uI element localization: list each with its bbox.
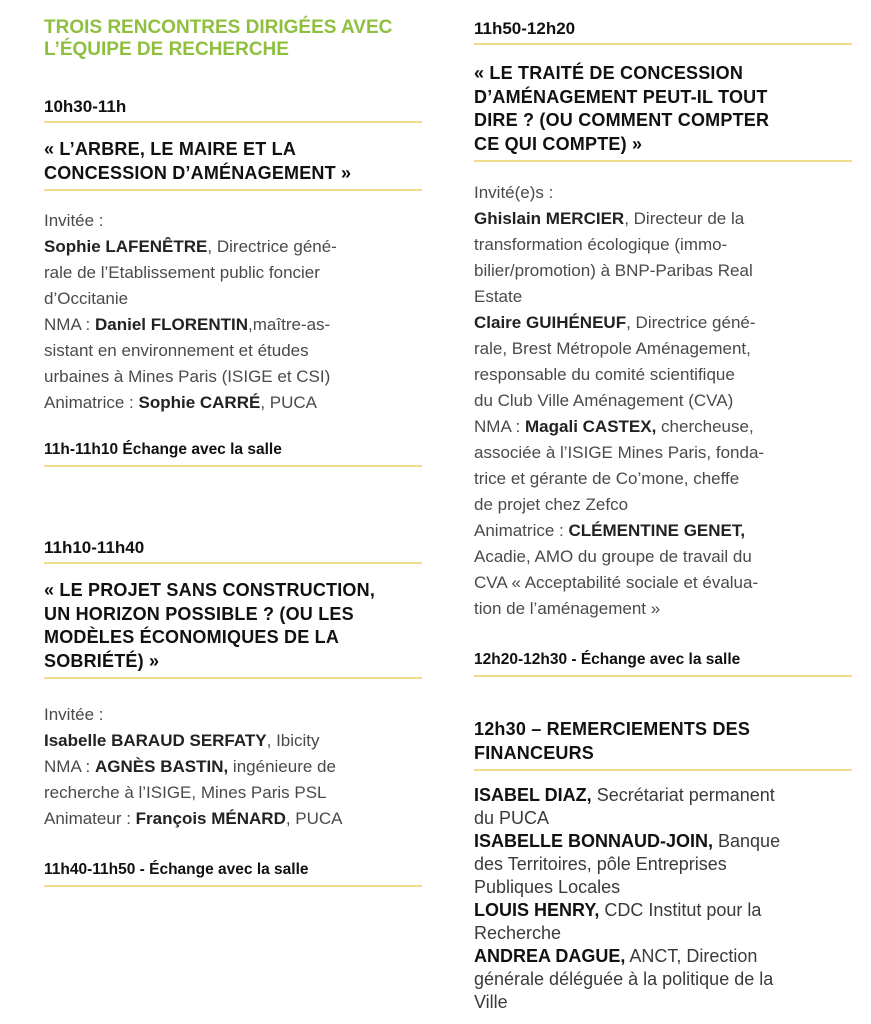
session3-participants bbox=[474, 180, 852, 622]
guest-entry bbox=[474, 206, 852, 232]
animator-desc-line: tion de l’aménagement » bbox=[474, 599, 661, 618]
session1-title-line2: CONCESSION D’AMÉNAGEMENT » bbox=[44, 162, 352, 183]
session3-exchange: 12h20-12h30 - Échange avec la salle bbox=[474, 650, 852, 677]
nma-name: Daniel FLORENTIN bbox=[95, 315, 249, 334]
nma-entry bbox=[44, 312, 422, 338]
guest-entry bbox=[474, 310, 852, 336]
funder-desc: Secrétariat permanent bbox=[591, 785, 775, 805]
guest-desc: , Ibicity bbox=[266, 731, 320, 750]
funder-desc-line: du PUCA bbox=[474, 808, 550, 828]
guest-label: Invité(e)s : bbox=[474, 183, 554, 202]
session1-title bbox=[44, 138, 422, 191]
funder-name: ISABEL DIAZ, bbox=[474, 785, 592, 805]
animator-name: François MÉNARD bbox=[135, 809, 286, 828]
session3-time: 11h50-12h20 bbox=[474, 19, 852, 45]
animator-desc: , PUCA bbox=[285, 809, 343, 828]
session1-time: 10h30-11h bbox=[44, 97, 422, 123]
section-heading bbox=[44, 17, 464, 61]
funder-name: ANDREA DAGUE, bbox=[474, 946, 626, 966]
session3-title-line2: D’AMÉNAGEMENT PEUT-IL TOUT bbox=[474, 86, 768, 107]
session1-title-line1: « L’ARBRE, LE MAIRE ET LA bbox=[44, 139, 297, 159]
guest-name: Ghislain MERCIER bbox=[474, 209, 625, 228]
session2-title-line1: « LE PROJET SANS CONSTRUCTION, bbox=[44, 580, 376, 600]
thanks-title bbox=[474, 718, 852, 771]
session3-title-line4: CE QUI COMPTE) » bbox=[474, 133, 643, 154]
nma-desc-line: associée à l’ISIGE Mines Paris, fonda- bbox=[474, 443, 765, 462]
session2-title bbox=[44, 579, 422, 679]
guest-desc-line: du Club Ville Aménagement (CVA) bbox=[474, 391, 734, 410]
session3-title bbox=[474, 62, 852, 162]
guest-desc-line: responsable du comité scientifique bbox=[474, 365, 735, 384]
nma-desc-line: sistant en environnement et études bbox=[44, 341, 309, 360]
session2-title-line3: MODÈLES ÉCONOMIQUES DE LA bbox=[44, 627, 340, 647]
session3-title-line1: « LE TRAITÉ DE CONCESSION bbox=[474, 63, 744, 83]
animator-desc-line: CVA « Acceptabilité sociale et évalua- bbox=[474, 573, 759, 592]
nma-desc: chercheuse, bbox=[656, 417, 754, 436]
nma-name: AGNÈS BASTIN, bbox=[95, 757, 229, 776]
nma-label: NMA : bbox=[44, 315, 96, 334]
funder-desc-line: générale déléguée à la politique de la bbox=[474, 969, 774, 989]
funder-desc-line: Recherche bbox=[474, 923, 562, 943]
nma-desc-line: de projet chez Zefco bbox=[474, 495, 629, 514]
guest-desc: , Directrice géné- bbox=[626, 313, 756, 332]
animator-label: Animatrice : bbox=[474, 521, 569, 540]
funder-desc-line: Publiques Locales bbox=[474, 877, 621, 897]
session1-participants bbox=[44, 208, 422, 416]
guest-name: Isabelle BARAUD SERFATY bbox=[44, 731, 267, 750]
funder-desc-line: Ville bbox=[474, 992, 508, 1012]
funders-list bbox=[474, 784, 852, 1014]
nma-desc: ,maître-as- bbox=[248, 315, 331, 334]
animator-entry bbox=[474, 518, 852, 544]
session3-title-line3: DIRE ? (OU COMMENT COMPTER bbox=[474, 110, 770, 130]
funder-desc: CDC Institut pour la bbox=[599, 900, 762, 920]
session2-title-line4: SOBRIÉTÉ) » bbox=[44, 650, 160, 671]
funder-desc: Banque bbox=[713, 831, 781, 851]
animator-entry bbox=[44, 390, 422, 416]
animator-name: CLÉMENTINE GENET, bbox=[568, 521, 746, 540]
nma-entry bbox=[474, 414, 852, 440]
guest-desc-line: transformation écologique (immo- bbox=[474, 235, 728, 254]
guest-desc-line: Estate bbox=[474, 287, 523, 306]
animator-label: Animateur : bbox=[44, 809, 136, 828]
guest-desc-line: bilier/promotion) à BNP-Paribas Real bbox=[474, 261, 753, 280]
guest-entry bbox=[44, 234, 422, 260]
funder-entry bbox=[474, 945, 852, 968]
nma-name: Magali CASTEX, bbox=[525, 417, 657, 436]
session2-title-line2: UN HORIZON POSSIBLE ? (OU LES bbox=[44, 603, 354, 624]
funder-name: ISABELLE BONNAUD-JOIN, bbox=[474, 831, 714, 851]
nma-desc-line: recherche à l’ISIGE, Mines Paris PSL bbox=[44, 783, 327, 802]
animator-desc: , PUCA bbox=[260, 393, 318, 412]
funder-desc-line: des Territoires, pôle Entreprises bbox=[474, 854, 727, 874]
guest-desc: , Directeur de la bbox=[624, 209, 745, 228]
animator-entry bbox=[44, 806, 422, 832]
animator-name: Sophie CARRÉ bbox=[138, 393, 261, 412]
nma-entry bbox=[44, 754, 422, 780]
funder-entry bbox=[474, 830, 852, 853]
animator-desc-line: Acadie, AMO du groupe de travail du bbox=[474, 547, 752, 566]
funder-name: LOUIS HENRY, bbox=[474, 900, 600, 920]
guest-name: Sophie LAFENÊTRE bbox=[44, 237, 208, 256]
session2-participants bbox=[44, 702, 422, 832]
animator-label: Animatrice : bbox=[44, 393, 139, 412]
session2-time: 11h10-11h40 bbox=[44, 538, 422, 564]
nma-desc-line: trice et gérante de Co’mone, cheffe bbox=[474, 469, 740, 488]
guest-name: Claire GUIHÉNEUF bbox=[474, 313, 627, 332]
guest-label: Invitée : bbox=[44, 211, 104, 230]
guest-entry bbox=[44, 728, 422, 754]
funder-entry bbox=[474, 899, 852, 922]
guest-desc-line: rale, Brest Métropole Aménagement, bbox=[474, 339, 751, 358]
thanks-title-line2: FINANCEURS bbox=[474, 742, 595, 763]
section-heading-line1: TROIS RENCONTRES DIRIGÉES AVEC bbox=[44, 17, 393, 38]
guest-desc-line: rale de l’Etablissement public foncier bbox=[44, 263, 320, 282]
funder-desc: ANCT, Direction bbox=[625, 946, 758, 966]
thanks-title-line1: 12h30 – REMERCIEMENTS DES bbox=[474, 719, 751, 739]
nma-desc-line: urbaines à Mines Paris (ISIGE et CSI) bbox=[44, 367, 331, 386]
nma-desc: ingénieure de bbox=[228, 757, 336, 776]
session2-exchange: 11h40-11h50 - Échange avec la salle bbox=[44, 860, 422, 887]
nma-label: NMA : bbox=[44, 757, 96, 776]
nma-label: NMA : bbox=[474, 417, 526, 436]
guest-desc-line: d’Occitanie bbox=[44, 289, 129, 308]
funder-entry bbox=[474, 784, 852, 807]
guest-desc: , Directrice géné- bbox=[207, 237, 337, 256]
guest-label: Invitée : bbox=[44, 705, 104, 724]
session1-exchange: 11h-11h10 Échange avec la salle bbox=[44, 440, 422, 467]
section-heading-line2: L’ÉQUIPE DE RECHERCHE bbox=[44, 39, 289, 60]
